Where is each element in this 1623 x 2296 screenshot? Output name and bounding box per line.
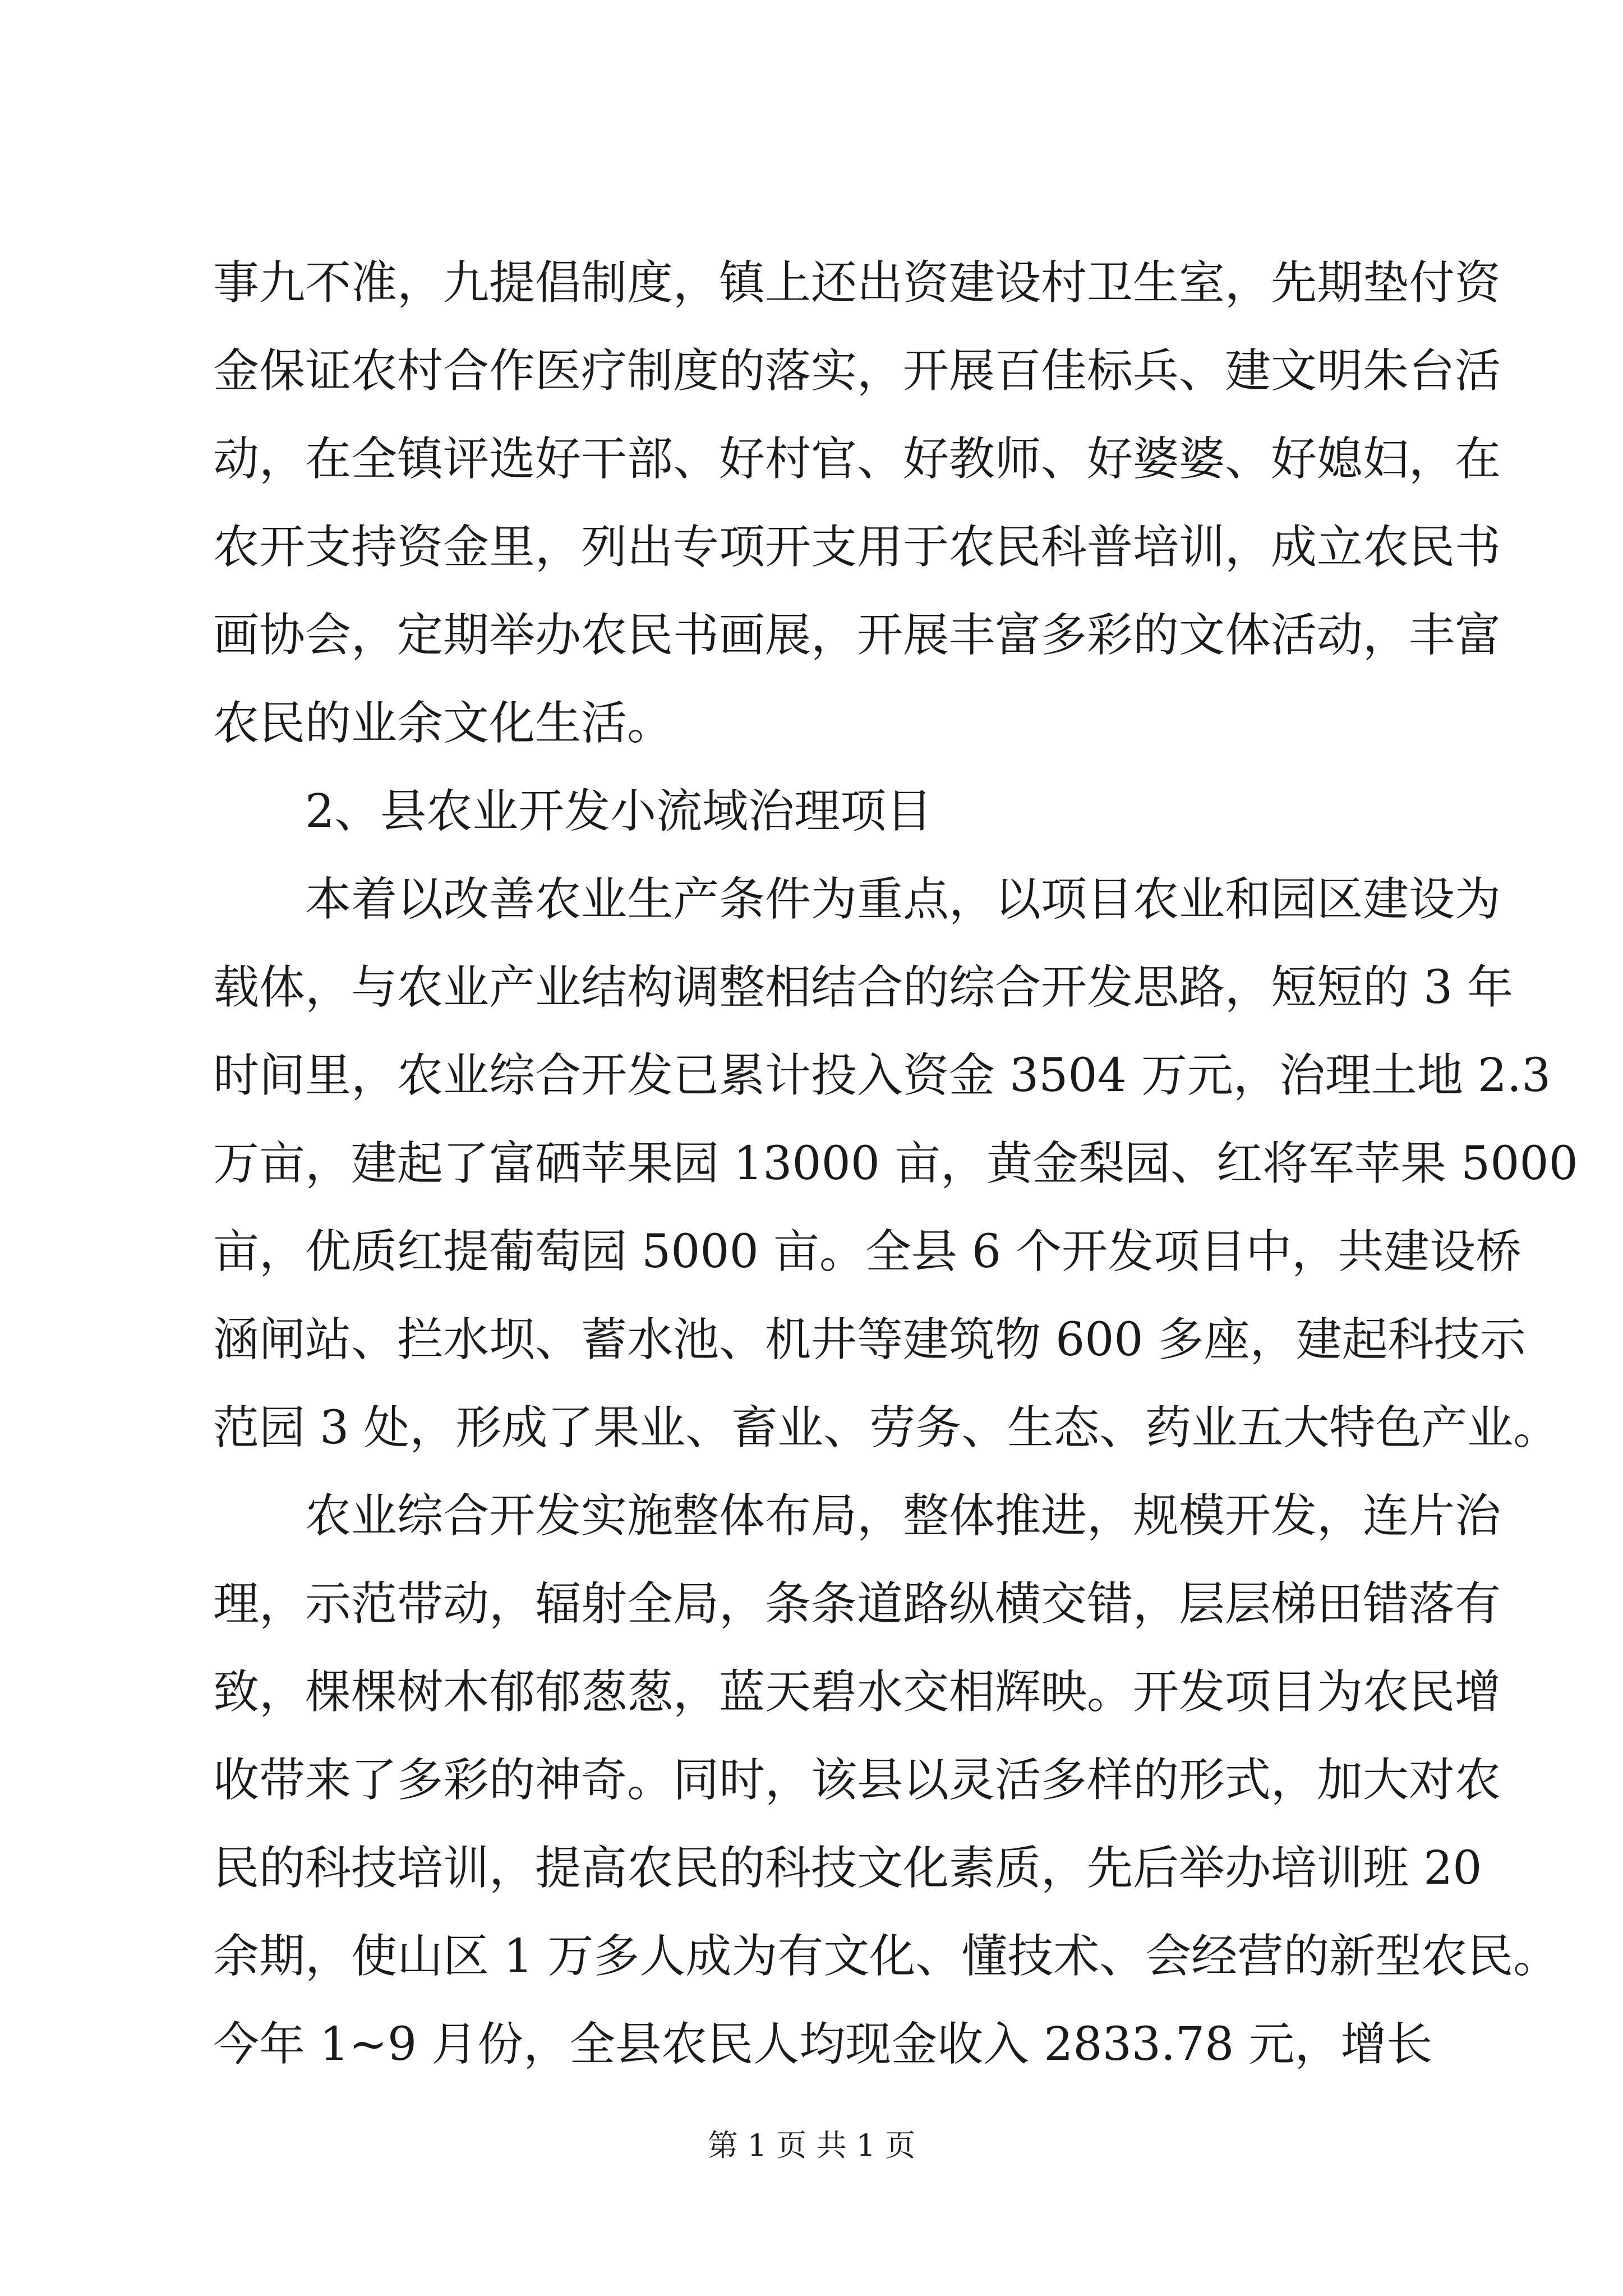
page-footer: 第 1 页 共 1 页 xyxy=(707,2128,916,2163)
text-line: 时间里，农业综合开发已累计投入资金 3504 万元，治理土地 2.3 xyxy=(213,1049,1551,1102)
text-line: 致，棵棵树木郁郁葱葱，蓝天碧水交相辉映。开发项目为农民增 xyxy=(213,1665,1501,1719)
text-line: 事九不准，九提倡制度，镇上还出资建设村卫生室，先期垫付资 xyxy=(213,256,1501,310)
text-line: 今年 1~9 月份，全县农民人均现金收入 2833.78 元，增长 xyxy=(213,2018,1433,2071)
text-line: 亩，优质红提葡萄园 5000 亩。全县 6 个开发项目中，共建设桥 xyxy=(213,1225,1522,1278)
text-line: 农开支持资金里，列出专项开支用于农民科普培训，成立农民书 xyxy=(213,521,1501,574)
text-line: 余期，使山区 1 万多人成为有文化、懂技术、会经营的新型农民。 xyxy=(213,1930,1560,1983)
text-line: 范园 3 处，形成了果业、畜业、劳务、生态、药业五大特色产业。 xyxy=(213,1401,1560,1455)
text-line: 万亩，建起了富硒苹果园 13000 亩，黄金梨园、红将军苹果 5000 xyxy=(213,1137,1578,1190)
text-line: 画协会，定期举办农民书画展，开展丰富多彩的文体活动，丰富 xyxy=(213,609,1501,662)
text-line: 收带来了多彩的神奇。同时，该县以灵活多样的形式，加大对农 xyxy=(213,1754,1501,1807)
text-line: 理，示范带动，辐射全局，条条道路纵横交错，层层梯田错落有 xyxy=(213,1577,1501,1631)
text-line: 涵闸站、拦水坝、蓄水池、机井等建筑物 600 多座，建起科技示 xyxy=(213,1313,1526,1366)
text-line: 民的科技培训，提高农民的科技文化素质，先后举办培训班 20 xyxy=(213,1842,1482,1895)
text-line: 本着以改善农业生产条件为重点，以项目农业和园区建设为 xyxy=(305,873,1501,926)
text-line: 动，在全镇评选好干部、好村官、好教师、好婆婆、好媳妇，在 xyxy=(213,432,1501,486)
text-line: 农业综合开发实施整体布局，整体推进，规模开发，连片治 xyxy=(305,1489,1501,1543)
section-heading: 2、县农业开发小流域治理项目 xyxy=(305,785,933,838)
text-line: 金保证农村合作医疗制度的落实，开展百佳标兵、建文明朱台活 xyxy=(213,344,1501,398)
text-line: 农民的业余文化生活。 xyxy=(213,697,674,750)
text-line: 载体，与农业产业结构调整相结合的综合开发思路，短短的 3 年 xyxy=(213,961,1514,1014)
